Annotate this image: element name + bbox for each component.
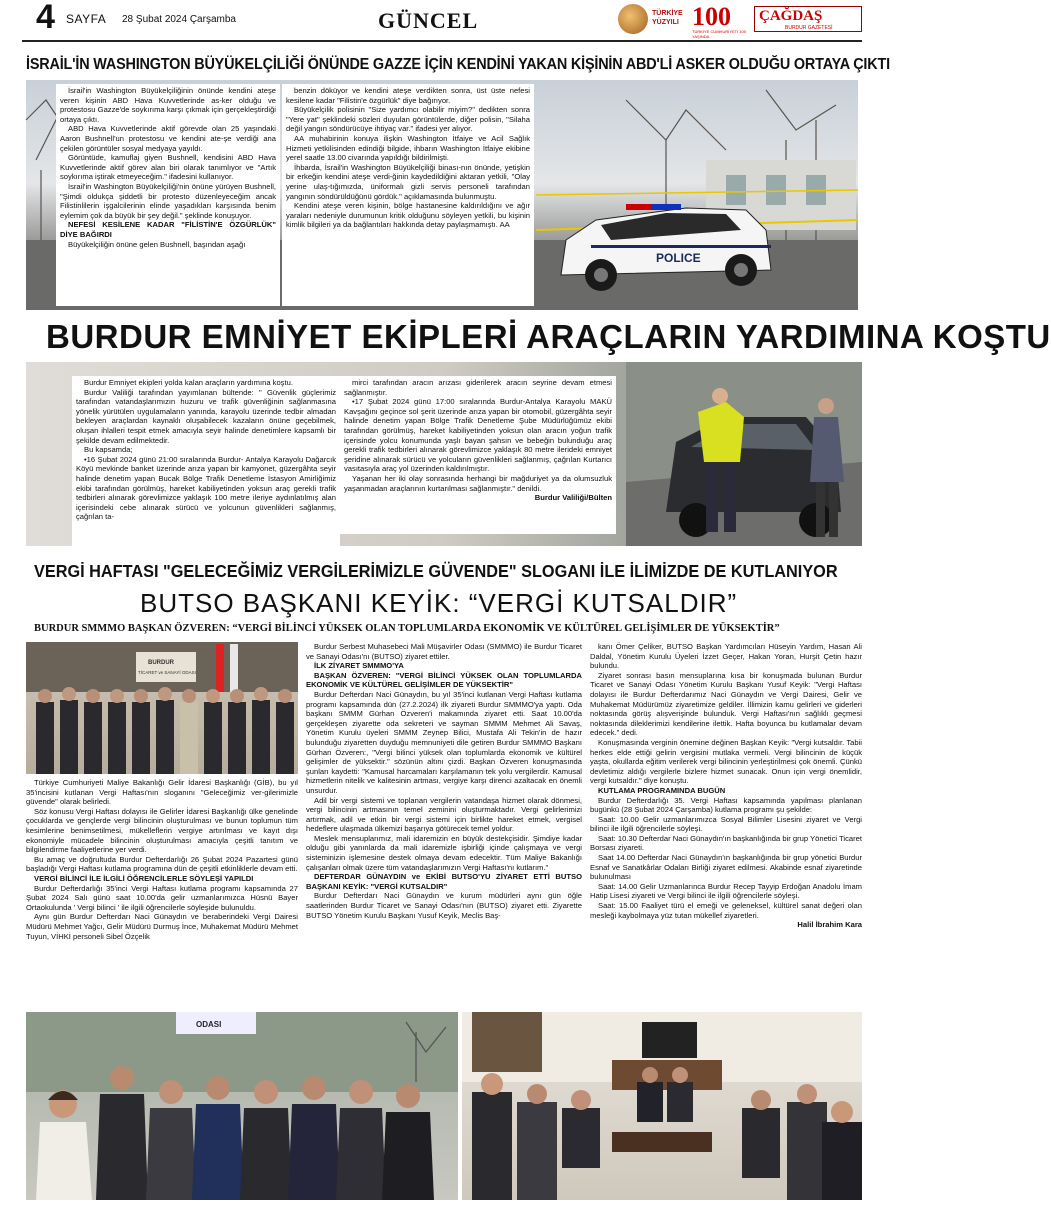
page-number: 4 (36, 0, 55, 36)
centenary-subtext: TÜRKİYE CUMHURİYETİ 100 YAŞINDA (692, 29, 747, 39)
article3-paragraph: Aynı gün Burdur Defterdarı Naci Günaydın ve beraberindeki Vergi Dairesi Müdürü Mehmet Yağcı, Gelir Müdürü Durmuş İnce, Muhakemat Müdürü Mehmet Tuyun, VİHKİ personeli Sibel Özçelik (26, 912, 298, 941)
newspaper-logo (754, 6, 862, 32)
article1-paragraph: Görüntüde, kamuflaj giyen Bushnell, kendisini ABD Hava Kuvvetlerinde aktif görev alan biri olarak tanımlıyor ve "Artık soykırıma iştirak etmeyeceğim." ifadesini kullanıyor. (60, 153, 276, 182)
officials-group-illustration (26, 1012, 458, 1200)
article2-body-col1 (72, 376, 340, 546)
article2-paragraph: Burdur Emniyet ekipleri yolda kalan araçların yardımına koştu. (84, 378, 293, 387)
centenary-number: 100 (692, 2, 731, 31)
article3-paragraph: Ziyaret sonrası basın mensuplarına kısa bir konuşmada bulunan Burdur Ticaret ve Sanayi Odası Yönetim Kurulu Başkanı Yusuf Keyik: "Vergi Haftası dolayısı ile Burdur Defterdarımız Naci Günaydın ve Vergi Dairesi, Gelir ve Muhakemat Müdürümüz ziyaretimize geldiler. İllimizin kamu gelirleri ve giderleri noktasında görüş alışverişinde bulunduk. Vergi Haftası'nın sağlıklı geçmesi noktasında dileklerimizi kendilerine ilettik. Hafta boyunca bu kutlamalar devam edecek." dedi. (590, 670, 862, 738)
masthead (22, 0, 862, 42)
article3-subhead: DEFTERDAR GÜNAYDIN ve EKİBİ BUTSO'YU ZİYARET ETTİ BUTSO BAŞKANI KEYİK: "VERGİ KUTSALDIR" (306, 872, 582, 891)
turkiye-yuzyili-logo (618, 4, 688, 34)
article1-paragraph: İsrail'in Washington Büyükelçiliğinin önünde kendini ateşe veren kişinin ABD Hava Kuvvetlerinde as-ker olduğu ve protestosu Gazze'de soykırıma karşı çıkmak için gerçekleştirdiği ortaya çıktı. (60, 86, 276, 124)
chamber-sign-line1: BURDUR (148, 660, 174, 666)
article3-bottom-photo-left (26, 1012, 458, 1200)
people-row (36, 687, 294, 774)
article3-body-col2 (306, 642, 582, 1010)
article1-paragraph: Büyükelçiliğin önüne gelen Bushnell, başından aşağı (68, 239, 246, 249)
section-title: GÜNCEL (378, 8, 479, 33)
article2-paragraph: Yaşanan her iki olay sonrasında herhangi bir mağduriyet ya da olumsuzluk yaşanmadan araçlarının kurtarılması sağlanmıştır." denildi. (344, 473, 612, 493)
chamber-sign-line2: TİCARET ve SANAYİ ODASI (138, 670, 196, 675)
article3-paragraph: kanı Ömer Çeliker, BUTSO Başkan Yardımcıları Hüseyin Yardım, Hasan Ali Daldal, Yönetim Kurulu Üyeleri İzzet Geçer, Hakan Yoran, Hurşit Çetin hazır bulundu. (590, 642, 862, 671)
article3-body-col3 (590, 642, 862, 1010)
article3-paragraph: Burdur Serbest Muhasebeci Mali Müşavirler Odası (SMMMO) ile Burdur Ticaret ve Sanayi Odası'nı (BUTSO) ziyaret ettiler. (306, 642, 582, 661)
article2-paragraph: Burdur Valiliği tarafından yayımlanan bültende: " Güvenlik güçlerimiz tarafından vatandaşlarımızın huzuru ve trafik güvenliğinin sağlanmasına yönelik yürütülen uygulamaların yanında, karayolu üzerinde tedbir almadan bekleyen araçlardan kaynaklı oluşabilecek kazaların önüne geçebilmek, oluşan ihlalleri tespit etmek amacıyla seyir halinde denetimlere kapsamlı bir şekilde devam edilmektedir. (76, 387, 336, 445)
article3-paragraph: Konuşmasında verginin önemine değinen Başkan Keyik: "Vergi kutsaldır. Tabii herkes elde ettiği gelirin vergisini mutlaka vermeli. Vergi bilincinin de küçük yaşta, okullarda eğitim verilerek vergi bilincinin yerleştirilmesi çok önemli. Çünkü devletimiz aldığı vergilerle bizlere hizmet sunacak. Onun için vergi önemlidir, vergi kutsaldır." diye konuştu. (590, 737, 862, 786)
article3-paragraph: Saat: 14.00 Gelir Uzmanlarınca Burdur Recep Tayyip Erdoğan Anadolu İmam Hatip Lisesi ziyareti ve Vergi bilinci ile ilgili öğrencilerle söyleşi. (590, 881, 862, 901)
article1-body-col1 (56, 84, 280, 306)
article3-paragraph: Saat: 10.30 Defterdar Naci Günaydın'ın başkanlığında bir grup Yönetici Ticaret Borsası ziyareti. (590, 833, 862, 853)
article3-subhead: BAŞKAN ÖZVEREN: "VERGİ BİLİNCİ YÜKSEK OLAN TOPLUMLARDA EKONOMİK VE KÜLTÜREL GELİŞİMLER DE YÜKSEKTİR" (306, 670, 582, 690)
meeting-room-illustration (462, 1012, 862, 1200)
article1-paragraph: benzin döküyor ve kendini ateşe verdikten sonra, üst üste nefesi kesilene kadar "Filistin'e özgürlük" diye bağırıyor. (286, 86, 530, 105)
article3-paragraph: Türkiye Cumhuriyeti Maliye Bakanlığı Gelir İdaresi Başkanlığı (GİB), bu yıl 35'incisini kutlanan Vergi Haftası'nın sloganını "Geleceğimiz ver-gilerimizle güvende" olarak belirledi. (26, 778, 298, 807)
article3-paragraph: Saat 14.00 Defterdar Naci Günaydın'ın başkanlığında bir grup yönetici Burdur Esnaf ve Sanatkârlar Odaları Birliği ziyaret edilmesi. Akabinde esnaf ziyaretinde bulunulması (590, 853, 862, 882)
article1-paragraph: İhbarda, İsrail'in Washington Büyükelçiliği binası-nın önünde, yetişkin bir erkeğin kendini ateşe verdi-ğinin kaydedildiğini aktaran yetkili, "Olay yerine ulaş-tığımızda, üniformalı gizli servis personeli tarafından yangının söndürüldüğünü gördük." açıklamasında bulunmuştu. (286, 162, 530, 201)
issue-date: 28 Şubat 2024 Çarşamba (122, 14, 236, 25)
article3-subhead: VERGİ BİLİNCİ İLE İLGİLİ ÖĞRENCİLERLE SÖYLEŞİ YAPILDI (34, 873, 254, 883)
article1-subhead: NEFESİ KESİLENE KADAR "FİLİSTİN'E ÖZGÜRLÜK" DİYE BAĞIRDI (60, 220, 276, 239)
article1-paragraph: İsrail'in Washington Büyükelçiliği'nin önüne yürüyen Bushnell, "Şimdi oldukça şiddetli bir protesto düzenleyeceğim ancak Filistinlilerin işgalcilerinin elinde yaşadıkları karşısında benim eylemim çok da büyük bir şey değil." şeklinde konuşuyor. (60, 181, 276, 220)
article3-paragraph: Bu amaç ve doğrultuda Burdur Defterdarlığı 26 Şubat 2024 Pazartesi günü başladığı Vergi Haftası kutlama programına dün de çeşitli etkinliklerle devam etti. (26, 854, 298, 874)
centenary-logo (692, 2, 747, 39)
article3-paragraph: Burdur Defterdarlığı 35. Vergi Haftası kapsamında yapılması planlanan bugünkü (28 Şubat 2024 Çarşamba) kutlama programı şu şekilde: (590, 795, 862, 815)
newspaper-name: ÇAĞDAŞ (759, 8, 823, 24)
article1-paragraph: ABD Hava Kuvvetlerinde aktif görevde olan 25 yaşındaki Aaron Bushnell'un protestosu ve kendini ate-şe verdiği ana çekilen görüntüler sosyal medyaya yayıldı. (60, 124, 276, 153)
article3-title: BUTSO BAŞKANI KEYİK: “VERGİ KUTSALDIR” (140, 588, 738, 618)
article2-paragraph: mirci tarafından aracın arızası giderilerek aracın seyrine devam etmesi sağlanmıştır. (344, 378, 612, 397)
article3-paragraph: Saat: 15.00 Faaliyet türü el emeği ve geleneksel, kültürel sanat değeri olan mesleği kaybolmaya yüz tutan mükellef ziyaretleri. (590, 901, 862, 920)
newspaper-subtitle: BURDUR GAZETESİ (785, 25, 833, 31)
article1-headline: İSRAİL'İN WASHINGTON BÜYÜKELÇİLİĞİ ÖNÜNDE GAZZE İÇİN KENDİNİ YAKAN KİŞİNİN ABD'Lİ ASKER OLDUĞU ORTAYA ÇIKTI (26, 56, 890, 73)
chamber-group-illustration (26, 642, 298, 774)
article1-body-col2 (282, 84, 534, 306)
turkiye-yuzyili-emblem-icon (618, 4, 648, 34)
article3-paragraph: Söz konusu Vergi Haftası dolayısı ile Gelirler İdaresi Başkanlığı ülke genelinde çocuklarda ve gençlerde vergi bilincinin oluşturulması ve bunun toplumun tüm kesimlerine benimsetilmesi, mükelleflerin vergiye artırılması ve kayıt dışı ekonomiyle mücadele bilincinin oluşturulması amacıyla çeşitli tanıtım ve bilgilendirme faaliyetlerine yer verdi. (26, 806, 298, 855)
article2-body-col2 (340, 376, 616, 534)
article2-paragraph: •16 Şubat 2024 günü 21:00 sıralarında Burdur- Antalya Karayolu Dağarcık Köyü mevkinde banket üzerinde arıza yapan bir kamyonet, güzergâhta seyir halinde denetim yapan Bucak Bölge Trafik Denetleme İstasyon Amirliğimiz ekibi tarafından görülmüş, hareket kabiliyetinden yoksun araç gerekli trafik tedbirleri alınarak görevlimizce yaklaşık 100 metre ileriye aydınlatılmış alan içerisindeki cebe alınarak sürücü ve yolcunun güvenlikleri sağlanmış, çağrılan ta- (76, 454, 336, 522)
article3-subhead: İLK ZİYARET SMMMO'YA (314, 661, 404, 671)
turkiye-yuzyili-text: TÜRKİYE YÜZYILI (652, 10, 683, 26)
article3-paragraph: Meslek mensuplarımız, mali idaremizin en büyük destekçisidir. Şimdiye kadar olduğu gibi yanınlarda da mali idaremizle işbirliği içinde çalışmaya ve vergi sisteminizin işlemesine destek olmaya devam edecektir. Tüm Maliye Bakanlığı çalışanları olmak üzere tüm vatandaşlarımızın Vergi Haftası'nı kutlarım." (306, 833, 582, 872)
article3-headline: VERGİ HAFTASI "GELECEĞİMİZ VERGİLERİMİZLE GÜVENDE" SLOGANI İLE İLİMİZDE DE KUTLANIYOR (34, 561, 838, 581)
article3-signature: Halil İbrahim Kara (797, 920, 862, 930)
article1-paragraph: AA muhabirinin konuya ilişkin Washington İtfaiye ve Acil Sağlık Hizmeti yetkilisinden edindiği bilgide, ihbarın Washington İtfaiye ekibine yerel saatle 13.00 civarında yapıldığı bildirilmişti. (286, 133, 530, 163)
article2-signature: Burdur Valiliği/Bülten (534, 493, 612, 503)
police-label: POLICE (656, 251, 701, 265)
article3-paragraph: Saat: 10.00 Gelir uzmanlarımızca Sosyal Bilimler Lisesini ziyaret ve Vergi bilinci ile ilgili öğrencilerle söyleşi. (590, 814, 862, 834)
article3-subtitle: BURDUR SMMMO BAŞKAN ÖZVEREN: “VERGİ BİLİNCİ YÜKSEK OLAN TOPLUMLARDA EKONOMİK VE KÜLTÜREL GELİŞİMLER DE YÜKSEKTİR” (34, 623, 780, 634)
article3-group-photo (26, 642, 298, 774)
article3-paragraph: Adil bir vergi sistemi ve toplanan vergilerin vatandaşa hizmet olarak dönmesi, vergi bilincinin artmasının temel zeminini oluşturmaktadır. Vergi gelirlerimizi artırmak, adil ve etkin bir vergi sistemi için birlikte hareket etmek, vergisel hedeflere ulaşmada ülkemizi başarıya götürecek temel yoldur. (306, 795, 582, 834)
article3-body-col1 (26, 778, 298, 1010)
article2-paragraph: •17 Şubat 2024 günü 17:00 sıralarında Burdur-Antalya Karayolu MAKÜ Kavşağını geçince sol şerit üzerinde arıza yapan bir otomobil, güzergâhta seyir halinde denetim yapan Bölge Trafik Denetleme Şube Müdürlüğümüz ekibi tarafından görülmüş, hareket kabiliyetinden yoksun olan aracın yoğun trafik içerisinde yolcu konumunda yaşlı bayan şahsın ve bebeğin bulunduğu araç gerekli trafik tedbirleri alınarak görevlimizce yaklaşık 80 metre ilerideki emniyet şeridine alınarak sürücü ve yolcuların güvenlikleri sağlanmış, çağrılan Kurtarıcı vasıtasıyla araç yol üzerinden kaldırılmıştır. (344, 397, 612, 474)
page-word: SAYFA (66, 12, 107, 26)
article3-paragraph: Burdur Defterdarı Naci Günaydın, bu yıl 35'inci kutlanan Vergi Haftası kutlama programı kapsamında dün (27.2.2024) ilk ziyareti Burdur SMMMO'ya yaptı. Oda başkanı SMMM Gürhan Özveren'i makamında ziyaret etti. Saat 10.00'da gerçekleşen ziyarette oda sekreteri ve sayman SMMM Mehmet Ali Savaş, Yönetim Kurulu üyeleri SMMM Zeynep Bilici, Mustafa Ali Tekin'in de hazır bulunduğu ziyaretten duyduğu memnuniyeti dile getiren Burdur SMMMO Başkanı Gürhan Özveren:, "Vergi bilinci yüksek olan toplumlarda ekonomik ve kültürel gelişimler de yüksektir." sözünün altını çizdi. Başkan Özveren konuşmasında şunları kaydetti: "Kamusal harcamaları karşılamanın tek yolu vergilerdir. Kamusal hizmetlerin nitelik ve kalitesinin artması, vergiye karşı direnci azaltacak en önemli unsurdur. (306, 689, 582, 795)
article1-paragraph: Büyükelçilik polisinin "Size yardımcı olabilir miyim?" dedikten sonra "Yere yat" şeklindeki sözleri duyulan görüntülerde, diğer polisin, "Silaha değil yangın söndürücüye ihtiyaç var." ifadesi yer alıyor. (286, 105, 530, 134)
article3-paragraph: Burdur Defterdarlığı 35'inci Vergi Haftası kutlama programı kapsamında 27 Şubat 2024 Salı günü saat 10.00'da gelir uzmanlarımızca Hüsnü Bayer Ortaokulunda ' Vergi bilinci ' ile ilgili öğrencilerle söyleşide bulunuldu. (26, 883, 298, 912)
article3-bottom-photo-right (462, 1012, 862, 1200)
article2-headline: BURDUR EMNİYET EKİPLERİ ARAÇLARIN YARDIMINA KOŞTU (46, 318, 1051, 355)
odasi-sign: ODASI (196, 1020, 222, 1029)
article1-paragraph: Kendini ateşe veren kişinin, bölge hastanesine kaldırıldığını ve ağır yaraları nedeniyle durumunun kritik olduğunu söyleyen yetkili, bu kişinin kimlik bilgileri ya da bağlantıları hakkında detay paylaşmamıştı. AA (286, 201, 530, 230)
article3-subhead: KUTLAMA PROGRAMINDA BUGÜN (598, 785, 726, 795)
article2-paragraph: Bu kapsamda; (84, 445, 133, 455)
article3-paragraph: Burdur Defterdarı Naci Günaydın ve kurum müdürleri aynı gün öğle saatlerinden Burdur Ticaret ve Sanayi Odası'nın (BUTSO) ziyaret etti. Ziyarette BUTSO Yönetim Kurulu Başkanı Yusuf Keyik, Meclis Baş- (306, 891, 582, 920)
